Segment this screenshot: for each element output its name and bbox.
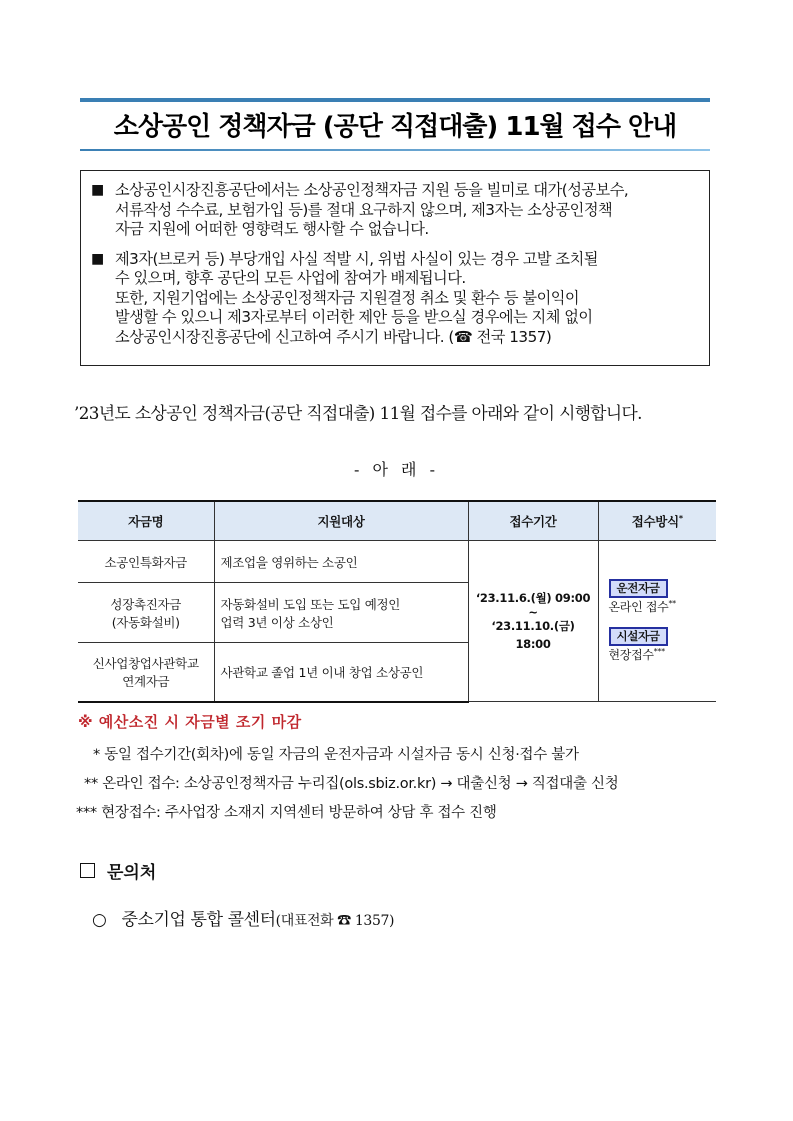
target-cell: 제조업을 영위하는 소공인: [214, 541, 468, 583]
notice-item-1: [91, 181, 697, 240]
contact-heading: [80, 858, 156, 883]
target-cell: 자동화설비 도입 또는 도입 예정인 업력 3년 이상 소상인: [214, 583, 468, 643]
page-title: 소상공인 정책자금 (공단 직접대출) 11월 접수 안내: [113, 112, 677, 142]
fund-name-cell: 신사업창업사관학교 연계자금: [78, 643, 214, 702]
section-heading-below: - 아 래 -: [354, 460, 439, 479]
target-cell: 사관학교 졸업 1년 이내 창업 소상공인: [214, 643, 468, 702]
working-capital-tag: 운전자금: [609, 579, 668, 598]
table-header-row: [78, 501, 716, 541]
footnote-2: ** 온라인 접수: 소상공인정책자금 누리집(ols.sbiz.or.kr) → 대출신청 → 직접대출 신청: [84, 776, 619, 792]
period-cell: [468, 541, 598, 702]
header-fund-name: 자금명: [78, 501, 214, 541]
fund-table: [78, 500, 716, 703]
online-method-text: 온라인 접수: [608, 600, 669, 614]
notice-line: 자금 지원에 어떠한 영향력도 행사할 수 없습니다.: [115, 220, 429, 238]
circle-bullet-icon: ○: [92, 910, 107, 930]
fund-name-cell: 성장촉진자금 (자동화설비): [78, 583, 214, 643]
intro-sentence: ’23년도 소상공인 정책자금(공단 직접대출) 11월 접수를 아래와 같이 시행합니다.: [74, 403, 642, 423]
notice-item-2: [91, 250, 697, 348]
header-target: 지원대상: [214, 501, 468, 541]
period-tilde: ~: [528, 605, 538, 619]
notice-line: 서류작성 수수료, 보험가입 등)를 절대 요구하지 않으며, 제3자는 소상공인정책: [115, 200, 613, 219]
budget-warning: ※ 예산소진 시 자금별 조기 마감: [78, 713, 302, 731]
footnote-3: *** 현장접수: 주사업장 소재지 지역센터 방문하여 상담 후 접수 진행: [76, 805, 497, 821]
contact-heading-label: 문의처: [107, 863, 157, 883]
checkbox-square-icon: [80, 863, 95, 878]
method-cell: 운전자금 온라인 접수** 시설자금 현장접수***: [598, 541, 716, 702]
square-bullet-icon: ■: [91, 182, 104, 198]
table-row: [78, 541, 716, 583]
notice-line: 발생할 수 있으니 제3자로부터 이러한 제안 등을 받으실 경우에는 지체 없이: [115, 308, 593, 326]
footnote-1: * 동일 접수기간(회차)에 동일 자금의 운전자금과 시설자금 동시 신청·접수 불가: [93, 747, 579, 763]
onsite-method-text: 현장접수: [608, 648, 654, 662]
contact-line: [92, 905, 394, 930]
call-center-phone: (대표전화 ☎ 1357): [275, 913, 395, 929]
title-bottom-rule: [80, 149, 710, 151]
notice-line: 제3자(브로커 등) 부당개입 사실 적발 시, 위법 사실이 있는 경우 고발 조치될: [115, 249, 598, 268]
title-banner: [80, 98, 710, 151]
notice-line: 또한, 지원기업에는 소상공인정책자금 지원결정 취소 및 환수 등 불이익이: [115, 288, 580, 307]
call-center-name: 중소기업 통합 콜센터: [121, 910, 276, 930]
square-bullet-icon: ■: [91, 250, 104, 267]
header-method: 접수방식*: [598, 501, 716, 541]
notice-line: 소상공인시장진흥공단에 신고하여 주시기 바랍니다. (☎ 전국 1357): [115, 327, 552, 346]
warning-notice-box: [80, 170, 710, 366]
period-start: ‘23.11.6.(월) 09:00: [475, 591, 591, 605]
period-end: ‘23.11.10.(금) 18:00: [491, 619, 575, 651]
header-period: 접수기간: [468, 501, 598, 541]
facility-capital-tag: 시설자금: [609, 627, 668, 646]
notice-line: 소상공인시장진흥공단에서는 소상공인정책자금 지원 등을 빌미로 대가(성공보수,: [115, 181, 629, 199]
fund-name-cell: 소공인특화자금: [78, 541, 214, 583]
notice-line: 수 있으며, 향후 공단의 모든 사업에 참여가 배제됩니다.: [115, 269, 466, 287]
